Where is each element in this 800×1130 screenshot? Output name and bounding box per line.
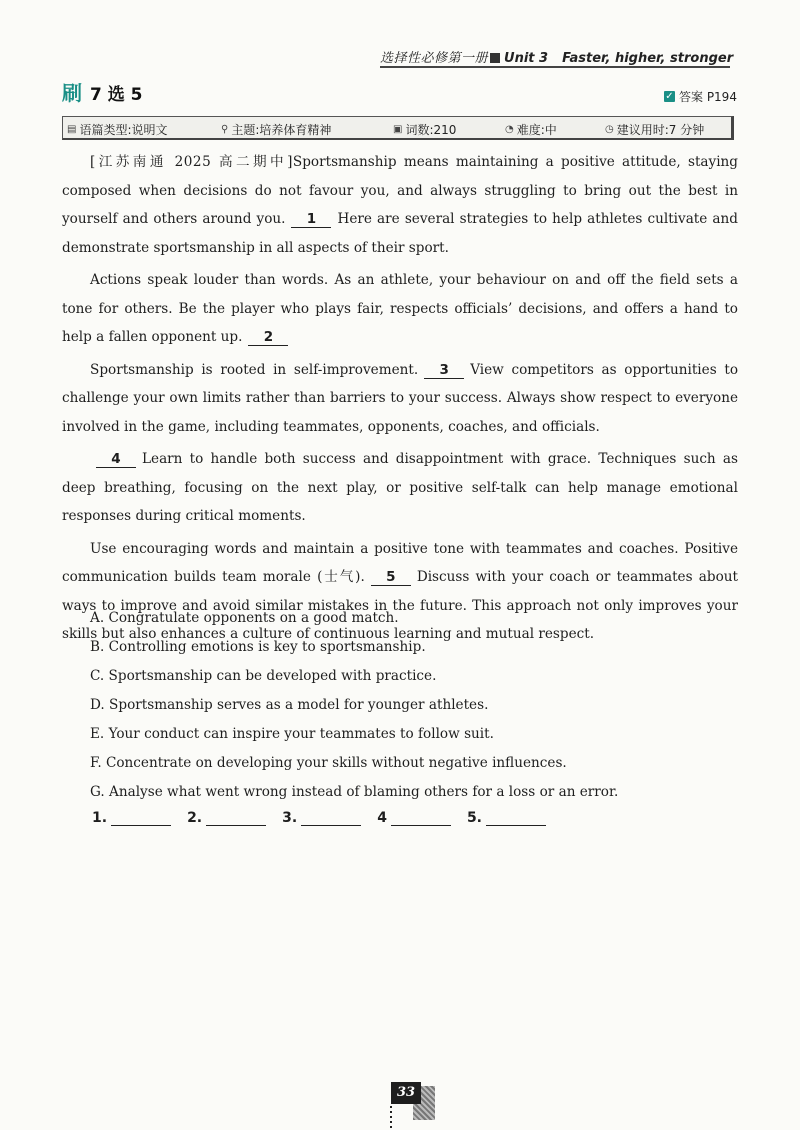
- blank-2[interactable]: 2: [248, 329, 288, 346]
- option-e[interactable]: E. Your conduct can inspire your teammates to follow suit.: [90, 726, 494, 742]
- page-dots-decoration: [390, 1106, 392, 1128]
- answer-item-1: [92, 810, 171, 826]
- checkmark-icon: ✓: [665, 91, 674, 102]
- page-header: [380, 47, 734, 67]
- page-number: 33: [391, 1082, 421, 1104]
- info-difficulty-text: 难度:中: [516, 123, 557, 137]
- info-time: [605, 121, 704, 138]
- answer-label-4: 4: [377, 810, 387, 826]
- info-time-text: 建议用时:7 分钟: [616, 123, 705, 137]
- p1-text-b: Here are several strategies to help athletes cultivate and demonstrate sportsmanship in all aspects of their sport.: [62, 211, 738, 256]
- paragraph-1: [62, 148, 738, 262]
- answer-item-2: [187, 810, 266, 826]
- answer-label-3: 3.: [282, 810, 298, 826]
- option-g[interactable]: G. Analyse what went wrong instead of blaming others for a loss or an error.: [90, 784, 619, 800]
- answer-blank-3[interactable]: [301, 811, 361, 826]
- answer-item-5: [467, 810, 546, 826]
- p5-text-b: Discuss with your coach or teammates about ways to improve and avoid similar mistakes in the future. This approach not only improves your skills but also enhances a culture of continuous learning and mutual respect.: [62, 569, 738, 642]
- blank-3[interactable]: 3: [424, 362, 464, 379]
- paragraph-4: [62, 445, 738, 531]
- blank-5[interactable]: 5: [371, 569, 411, 586]
- header-unit: Unit 3: [504, 51, 549, 66]
- answer-item-3: [282, 810, 361, 826]
- info-topic: [221, 121, 331, 138]
- answer-label-1: 1.: [92, 810, 108, 826]
- info-word-count: [393, 121, 456, 138]
- blank-4[interactable]: 4: [96, 451, 136, 468]
- answer-label-5: 5.: [466, 810, 482, 826]
- document-icon: ▤: [67, 124, 77, 135]
- answer-blank-2[interactable]: [206, 811, 266, 826]
- section-label: 7 选 5: [90, 85, 143, 105]
- answer-item-4: [377, 810, 451, 826]
- p3-text-a: Sportsmanship is rooted in self-improvement.: [90, 361, 419, 378]
- passage-source: [江苏南通 2025 高二期中]: [90, 154, 293, 170]
- info-bar: [62, 116, 734, 140]
- answer-line: [92, 810, 562, 826]
- options-list: [90, 604, 750, 807]
- answer-label-2: 2.: [187, 810, 203, 826]
- answer-ref-text: 答案 P194: [679, 90, 737, 104]
- p3-text-b: View competitors as opportunities to challenge your own limits rather than barriers to your success. Always show respect to everyone involved in the game, including teammates, opponents, coaches, and officials.: [62, 361, 738, 435]
- search-icon: ⚲: [221, 124, 229, 135]
- info-difficulty: [505, 121, 557, 138]
- section-title: [62, 80, 143, 105]
- info-genre: [67, 121, 168, 138]
- option-a[interactable]: A. Congratulate opponents on a good match.: [90, 610, 399, 626]
- header-theme: Faster, higher, stronger: [562, 51, 734, 66]
- answer-reference[interactable]: [664, 88, 737, 105]
- clock-icon: ◷: [605, 124, 614, 135]
- header-rule: [380, 66, 730, 68]
- option-c[interactable]: C. Sportsmanship can be developed with practice.: [90, 668, 437, 684]
- answer-blank-5[interactable]: [486, 811, 546, 826]
- option-d[interactable]: D. Sportsmanship serves as a model for younger athletes.: [90, 697, 489, 713]
- passage: [62, 148, 738, 653]
- blank-1[interactable]: 1: [291, 211, 331, 228]
- answer-blank-1[interactable]: [111, 811, 171, 826]
- difficulty-icon: ◔: [505, 124, 514, 135]
- option-f[interactable]: F. Concentrate on developing your skills without negative influences.: [90, 755, 567, 771]
- paragraph-2: [62, 266, 738, 352]
- info-word-count-text: 词数:210: [405, 123, 457, 137]
- option-b[interactable]: B. Controlling emotions is key to sportsmanship.: [90, 639, 426, 655]
- p2-text-a: Actions speak louder than words. As an athlete, your behaviour on and off the field sets a tone for others. Be the player who plays fair, respects officials’ decisions, and offers a hand to help a fallen opponent up.: [62, 272, 738, 345]
- p4-text-b: Learn to handle both success and disappointment with grace. Techniques such as deep breathing, focusing on the next play, or positive self-talk can help manage emotional responses during critical moments.: [62, 451, 738, 524]
- header-text: [380, 47, 734, 66]
- p5-text-a: Use encouraging words and maintain a positive tone with teammates and coaches. Positive communication builds team morale (士气).: [62, 540, 738, 585]
- header-series: 选择性必修第一册: [380, 51, 489, 66]
- answer-blank-4[interactable]: [391, 811, 451, 826]
- paragraph-3: [62, 356, 738, 442]
- info-genre-text: 语篇类型:说明文: [79, 123, 168, 137]
- header-block-icon: [490, 53, 500, 63]
- shua-badge: 刷: [62, 80, 82, 105]
- word-count-icon: ▣: [393, 124, 403, 135]
- info-topic-text: 主题:培养体育精神: [231, 123, 332, 137]
- p1-text-a: Sportsmanship means maintaining a positive attitude, staying composed when decisions do not favour you, and always struggling to bring out the best in yourself and others around you.: [62, 154, 738, 227]
